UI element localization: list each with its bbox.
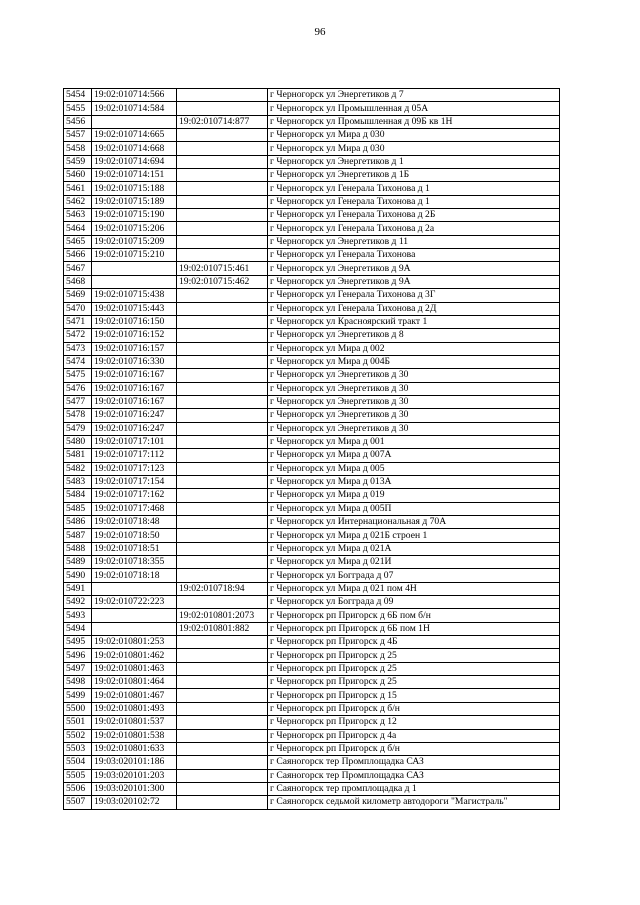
- row-number-cell: 5460: [64, 169, 92, 182]
- address-cell: г Черногорск рп Пригорск д 4а: [268, 729, 560, 742]
- land-cadastral-number-cell: 19:02:010714:694: [92, 155, 177, 168]
- row-number-cell: 5495: [64, 636, 92, 649]
- address-cell: г Черногорск ул Мира д 019: [268, 489, 560, 502]
- table-row: [64, 516, 560, 529]
- row-number-cell: 5488: [64, 542, 92, 555]
- land-cadastral-number-cell: 19:02:010716:167: [92, 382, 177, 395]
- row-number-cell: 5462: [64, 195, 92, 208]
- address-cell: г Черногорск ул Богграда д 07: [268, 569, 560, 582]
- land-cadastral-number-cell: 19:02:010801:633: [92, 742, 177, 755]
- land-cadastral-number-cell: 19:02:010716:247: [92, 422, 177, 435]
- land-cadastral-number-cell: 19:02:010801:467: [92, 689, 177, 702]
- land-cadastral-number-cell: 19:02:010801:537: [92, 716, 177, 729]
- address-cell: г Черногорск ул Энергетиков д 30: [268, 382, 560, 395]
- address-cell: г Черногорск ул Мира д 007А: [268, 449, 560, 462]
- building-cadastral-number-cell: 19:02:010718:94: [177, 582, 268, 595]
- building-cadastral-number-cell: [177, 769, 268, 782]
- building-cadastral-number-cell: [177, 542, 268, 555]
- table-row: [64, 609, 560, 622]
- land-cadastral-number-cell: 19:02:010801:538: [92, 729, 177, 742]
- table-row: [64, 742, 560, 755]
- address-cell: г Черногорск ул Энергетиков д 30: [268, 422, 560, 435]
- address-cell: г Черногорск ул Мира д 005П: [268, 502, 560, 515]
- building-cadastral-number-cell: [177, 302, 268, 315]
- row-number-cell: 5506: [64, 782, 92, 795]
- building-cadastral-number-cell: [177, 369, 268, 382]
- address-cell: г Черногорск ул Генерала Тихонова: [268, 249, 560, 262]
- table-row: [64, 315, 560, 328]
- row-number-cell: 5497: [64, 662, 92, 675]
- land-cadastral-number-cell: 19:02:010722:223: [92, 596, 177, 609]
- building-cadastral-number-cell: [177, 102, 268, 115]
- table-row: [64, 355, 560, 368]
- address-cell: г Черногорск ул Генерала Тихонова д 2Д: [268, 302, 560, 315]
- building-cadastral-number-cell: 19:02:010715:461: [177, 262, 268, 275]
- row-number-cell: 5481: [64, 449, 92, 462]
- table-row: [64, 102, 560, 115]
- land-cadastral-number-cell: 19:02:010716:167: [92, 369, 177, 382]
- row-number-cell: 5469: [64, 289, 92, 302]
- row-number-cell: 5473: [64, 342, 92, 355]
- land-cadastral-number-cell: 19:02:010714:151: [92, 169, 177, 182]
- table-row: [64, 542, 560, 555]
- land-cadastral-number-cell: 19:02:010716:330: [92, 355, 177, 368]
- table-row: [64, 729, 560, 742]
- land-cadastral-number-cell: 19:02:010715:189: [92, 195, 177, 208]
- table-row: [64, 409, 560, 422]
- land-cadastral-number-cell: 19:02:010717:101: [92, 435, 177, 448]
- table-row: [64, 556, 560, 569]
- row-number-cell: 5486: [64, 516, 92, 529]
- row-number-cell: 5483: [64, 475, 92, 488]
- address-cell: г Черногорск рп Пригорск д б/н: [268, 702, 560, 715]
- table-row: [64, 249, 560, 262]
- land-cadastral-number-cell: 19:02:010801:462: [92, 649, 177, 662]
- table-row: [64, 169, 560, 182]
- building-cadastral-number-cell: [177, 315, 268, 328]
- building-cadastral-number-cell: [177, 409, 268, 422]
- land-cadastral-number-cell: 19:02:010715:190: [92, 209, 177, 222]
- building-cadastral-number-cell: [177, 382, 268, 395]
- table-row: [64, 689, 560, 702]
- page-number: 96: [314, 26, 326, 38]
- table-row: [64, 569, 560, 582]
- table-row: [64, 582, 560, 595]
- table-row: [64, 129, 560, 142]
- row-number-cell: 5459: [64, 155, 92, 168]
- land-cadastral-number-cell: 19:02:010717:112: [92, 449, 177, 462]
- table-row: [64, 89, 560, 102]
- row-number-cell: 5491: [64, 582, 92, 595]
- row-number-cell: 5478: [64, 409, 92, 422]
- registry-table: [63, 88, 560, 810]
- land-cadastral-number-cell: 19:03:020101:203: [92, 769, 177, 782]
- address-cell: г Черногорск ул Мира д 002: [268, 342, 560, 355]
- table-row: [64, 502, 560, 515]
- row-number-cell: 5477: [64, 395, 92, 408]
- land-cadastral-number-cell: 19:02:010718:355: [92, 556, 177, 569]
- table-row: [64, 529, 560, 542]
- building-cadastral-number-cell: [177, 209, 268, 222]
- building-cadastral-number-cell: [177, 169, 268, 182]
- address-cell: г Черногорск ул Генерала Тихонова д 2Б: [268, 209, 560, 222]
- address-cell: г Черногорск ул Мира д 001: [268, 435, 560, 448]
- table-row: [64, 342, 560, 355]
- table-row: [64, 382, 560, 395]
- land-cadastral-number-cell: 19:02:010717:468: [92, 502, 177, 515]
- land-cadastral-number-cell: 19:03:020101:300: [92, 782, 177, 795]
- address-cell: г Черногорск ул Мира д 030: [268, 129, 560, 142]
- table-row: [64, 155, 560, 168]
- land-cadastral-number-cell: 19:02:010718:48: [92, 516, 177, 529]
- building-cadastral-number-cell: [177, 142, 268, 155]
- address-cell: г Черногорск ул Мира д 021И: [268, 556, 560, 569]
- address-cell: г Черногорск ул Энергетиков д 9А: [268, 275, 560, 288]
- row-number-cell: 5464: [64, 222, 92, 235]
- row-number-cell: 5500: [64, 702, 92, 715]
- table-row: [64, 262, 560, 275]
- row-number-cell: 5507: [64, 796, 92, 809]
- building-cadastral-number-cell: [177, 502, 268, 515]
- building-cadastral-number-cell: [177, 449, 268, 462]
- table-row: [64, 782, 560, 795]
- table-row: [64, 769, 560, 782]
- address-cell: г Черногорск рп Пригорск д 6Б пом 1Н: [268, 622, 560, 635]
- address-cell: г Черногорск ул Генерала Тихонова д 1: [268, 182, 560, 195]
- building-cadastral-number-cell: [177, 462, 268, 475]
- row-number-cell: 5494: [64, 622, 92, 635]
- table-row: [64, 369, 560, 382]
- building-cadastral-number-cell: [177, 129, 268, 142]
- row-number-cell: 5482: [64, 462, 92, 475]
- table-row: [64, 435, 560, 448]
- building-cadastral-number-cell: [177, 716, 268, 729]
- row-number-cell: 5475: [64, 369, 92, 382]
- land-cadastral-number-cell: [92, 262, 177, 275]
- address-cell: г Черногорск рп Пригорск д 6Б пом б/н: [268, 609, 560, 622]
- building-cadastral-number-cell: [177, 195, 268, 208]
- building-cadastral-number-cell: [177, 649, 268, 662]
- building-cadastral-number-cell: [177, 475, 268, 488]
- building-cadastral-number-cell: [177, 222, 268, 235]
- table-row: [64, 222, 560, 235]
- address-cell: г Саяногорск тер Промплощадка САЗ: [268, 756, 560, 769]
- row-number-cell: 5501: [64, 716, 92, 729]
- land-cadastral-number-cell: 19:02:010716:247: [92, 409, 177, 422]
- row-number-cell: 5504: [64, 756, 92, 769]
- table-row: [64, 702, 560, 715]
- building-cadastral-number-cell: 19:02:010714:877: [177, 115, 268, 128]
- building-cadastral-number-cell: [177, 235, 268, 248]
- building-cadastral-number-cell: [177, 742, 268, 755]
- address-cell: г Черногорск рп Пригорск д 4Б: [268, 636, 560, 649]
- building-cadastral-number-cell: [177, 155, 268, 168]
- row-number-cell: 5503: [64, 742, 92, 755]
- building-cadastral-number-cell: [177, 529, 268, 542]
- row-number-cell: 5455: [64, 102, 92, 115]
- row-number-cell: 5474: [64, 355, 92, 368]
- registry-table-body: [64, 89, 560, 810]
- table-row: [64, 422, 560, 435]
- address-cell: г Черногорск ул Энергетиков д 7: [268, 89, 560, 102]
- table-row: [64, 636, 560, 649]
- address-cell: г Черногорск ул Интернациональная д 70А: [268, 516, 560, 529]
- building-cadastral-number-cell: [177, 289, 268, 302]
- land-cadastral-number-cell: 19:02:010718:18: [92, 569, 177, 582]
- table-row: [64, 596, 560, 609]
- row-number-cell: 5496: [64, 649, 92, 662]
- table-row: [64, 475, 560, 488]
- building-cadastral-number-cell: [177, 489, 268, 502]
- building-cadastral-number-cell: [177, 182, 268, 195]
- building-cadastral-number-cell: [177, 516, 268, 529]
- building-cadastral-number-cell: [177, 89, 268, 102]
- building-cadastral-number-cell: [177, 796, 268, 809]
- table-row: [64, 235, 560, 248]
- building-cadastral-number-cell: 19:02:010801:882: [177, 622, 268, 635]
- building-cadastral-number-cell: [177, 676, 268, 689]
- row-number-cell: 5492: [64, 596, 92, 609]
- row-number-cell: 5457: [64, 129, 92, 142]
- table-row: [64, 209, 560, 222]
- address-cell: г Черногорск рп Пригорск д б/н: [268, 742, 560, 755]
- row-number-cell: 5489: [64, 556, 92, 569]
- building-cadastral-number-cell: [177, 395, 268, 408]
- land-cadastral-number-cell: 19:02:010715:206: [92, 222, 177, 235]
- building-cadastral-number-cell: [177, 702, 268, 715]
- address-cell: г Саяногорск тер промплощадка д 1: [268, 782, 560, 795]
- land-cadastral-number-cell: [92, 275, 177, 288]
- row-number-cell: 5456: [64, 115, 92, 128]
- address-cell: г Черногорск ул Энергетиков д 11: [268, 235, 560, 248]
- table-row: [64, 716, 560, 729]
- land-cadastral-number-cell: 19:02:010715:210: [92, 249, 177, 262]
- address-cell: г Черногорск ул Энергетиков д 9А: [268, 262, 560, 275]
- building-cadastral-number-cell: [177, 249, 268, 262]
- address-cell: г Черногорск ул Генерала Тихонова д 1: [268, 195, 560, 208]
- address-cell: г Черногорск ул Красноярский тракт 1: [268, 315, 560, 328]
- land-cadastral-number-cell: 19:02:010801:253: [92, 636, 177, 649]
- row-number-cell: 5484: [64, 489, 92, 502]
- row-number-cell: 5468: [64, 275, 92, 288]
- land-cadastral-number-cell: 19:02:010801:493: [92, 702, 177, 715]
- land-cadastral-number-cell: 19:02:010716:157: [92, 342, 177, 355]
- building-cadastral-number-cell: [177, 596, 268, 609]
- address-cell: г Черногорск рп Пригорск д 12: [268, 716, 560, 729]
- address-cell: г Черногорск ул Промышленная д 09Б кв 1Н: [268, 115, 560, 128]
- address-cell: г Черногорск ул Энергетиков д 30: [268, 369, 560, 382]
- table-row: [64, 676, 560, 689]
- row-number-cell: 5499: [64, 689, 92, 702]
- row-number-cell: 5485: [64, 502, 92, 515]
- row-number-cell: 5479: [64, 422, 92, 435]
- table-row: [64, 395, 560, 408]
- land-cadastral-number-cell: 19:02:010801:463: [92, 662, 177, 675]
- table-row: [64, 649, 560, 662]
- land-cadastral-number-cell: 19:02:010716:152: [92, 329, 177, 342]
- building-cadastral-number-cell: [177, 729, 268, 742]
- address-cell: г Черногорск ул Богграда д 09: [268, 596, 560, 609]
- land-cadastral-number-cell: 19:02:010717:154: [92, 475, 177, 488]
- land-cadastral-number-cell: 19:02:010716:150: [92, 315, 177, 328]
- address-cell: г Черногорск ул Мира д 005: [268, 462, 560, 475]
- table-row: [64, 195, 560, 208]
- land-cadastral-number-cell: 19:02:010715:209: [92, 235, 177, 248]
- land-cadastral-number-cell: 19:03:020102:72: [92, 796, 177, 809]
- table-row: [64, 449, 560, 462]
- table-row: [64, 662, 560, 675]
- land-cadastral-number-cell: [92, 582, 177, 595]
- row-number-cell: 5490: [64, 569, 92, 582]
- building-cadastral-number-cell: [177, 342, 268, 355]
- address-cell: г Черногорск ул Энергетиков д 1Б: [268, 169, 560, 182]
- address-cell: г Черногорск ул Генерала Тихонова д 3Г: [268, 289, 560, 302]
- land-cadastral-number-cell: 19:02:010714:665: [92, 129, 177, 142]
- address-cell: г Черногорск ул Мира д 030: [268, 142, 560, 155]
- row-number-cell: 5505: [64, 769, 92, 782]
- building-cadastral-number-cell: [177, 422, 268, 435]
- building-cadastral-number-cell: 19:02:010801:2073: [177, 609, 268, 622]
- land-cadastral-number-cell: 19:02:010801:464: [92, 676, 177, 689]
- address-cell: г Саяногорск тер Промплощадка САЗ: [268, 769, 560, 782]
- table-row: [64, 329, 560, 342]
- land-cadastral-number-cell: 19:02:010717:162: [92, 489, 177, 502]
- land-cadastral-number-cell: 19:02:010714:584: [92, 102, 177, 115]
- building-cadastral-number-cell: [177, 782, 268, 795]
- address-cell: г Черногорск ул Генерала Тихонова д 2а: [268, 222, 560, 235]
- row-number-cell: 5480: [64, 435, 92, 448]
- row-number-cell: 5472: [64, 329, 92, 342]
- row-number-cell: 5454: [64, 89, 92, 102]
- address-cell: г Черногорск ул Энергетиков д 30: [268, 409, 560, 422]
- table-row: [64, 489, 560, 502]
- building-cadastral-number-cell: [177, 329, 268, 342]
- row-number-cell: 5476: [64, 382, 92, 395]
- address-cell: г Черногорск рп Пригорск д 15: [268, 689, 560, 702]
- row-number-cell: 5467: [64, 262, 92, 275]
- building-cadastral-number-cell: [177, 689, 268, 702]
- row-number-cell: 5463: [64, 209, 92, 222]
- address-cell: г Черногорск ул Мира д 021 пом 4Н: [268, 582, 560, 595]
- address-cell: г Черногорск ул Промышленная д 05А: [268, 102, 560, 115]
- address-cell: г Черногорск рп Пригорск д 25: [268, 662, 560, 675]
- table-row: [64, 182, 560, 195]
- building-cadastral-number-cell: 19:02:010715:462: [177, 275, 268, 288]
- row-number-cell: 5470: [64, 302, 92, 315]
- land-cadastral-number-cell: 19:02:010717:123: [92, 462, 177, 475]
- land-cadastral-number-cell: 19:02:010714:668: [92, 142, 177, 155]
- table-row: [64, 622, 560, 635]
- address-cell: г Черногорск ул Энергетиков д 30: [268, 395, 560, 408]
- building-cadastral-number-cell: [177, 355, 268, 368]
- address-cell: г Черногорск ул Энергетиков д 1: [268, 155, 560, 168]
- building-cadastral-number-cell: [177, 556, 268, 569]
- row-number-cell: 5466: [64, 249, 92, 262]
- table-row: [64, 142, 560, 155]
- building-cadastral-number-cell: [177, 569, 268, 582]
- table-row: [64, 115, 560, 128]
- address-cell: г Черногорск ул Мира д 004Б: [268, 355, 560, 368]
- table-row: [64, 796, 560, 809]
- land-cadastral-number-cell: [92, 115, 177, 128]
- table-row: [64, 756, 560, 769]
- table-row: [64, 275, 560, 288]
- address-cell: г Черногорск ул Мира д 021Б строен 1: [268, 529, 560, 542]
- address-cell: г Саяногорск седьмой километр автодороги "Магистраль": [268, 796, 560, 809]
- land-cadastral-number-cell: [92, 622, 177, 635]
- building-cadastral-number-cell: [177, 662, 268, 675]
- row-number-cell: 5493: [64, 609, 92, 622]
- land-cadastral-number-cell: 19:02:010715:188: [92, 182, 177, 195]
- row-number-cell: 5498: [64, 676, 92, 689]
- building-cadastral-number-cell: [177, 435, 268, 448]
- land-cadastral-number-cell: 19:03:020101:186: [92, 756, 177, 769]
- land-cadastral-number-cell: 19:02:010714:566: [92, 89, 177, 102]
- building-cadastral-number-cell: [177, 636, 268, 649]
- building-cadastral-number-cell: [177, 756, 268, 769]
- land-cadastral-number-cell: 19:02:010718:51: [92, 542, 177, 555]
- address-cell: г Черногорск ул Мира д 013А: [268, 475, 560, 488]
- land-cadastral-number-cell: 19:02:010716:167: [92, 395, 177, 408]
- row-number-cell: 5465: [64, 235, 92, 248]
- table-row: [64, 302, 560, 315]
- table-row: [64, 289, 560, 302]
- land-cadastral-number-cell: 19:02:010715:443: [92, 302, 177, 315]
- row-number-cell: 5502: [64, 729, 92, 742]
- land-cadastral-number-cell: 19:02:010718:50: [92, 529, 177, 542]
- row-number-cell: 5471: [64, 315, 92, 328]
- table-row: [64, 462, 560, 475]
- row-number-cell: 5487: [64, 529, 92, 542]
- land-cadastral-number-cell: 19:02:010715:438: [92, 289, 177, 302]
- row-number-cell: 5458: [64, 142, 92, 155]
- address-cell: г Черногорск ул Энергетиков д 8: [268, 329, 560, 342]
- row-number-cell: 5461: [64, 182, 92, 195]
- address-cell: г Черногорск рп Пригорск д 25: [268, 649, 560, 662]
- land-cadastral-number-cell: [92, 609, 177, 622]
- address-cell: г Черногорск рп Пригорск д 25: [268, 676, 560, 689]
- address-cell: г Черногорск ул Мира д 021А: [268, 542, 560, 555]
